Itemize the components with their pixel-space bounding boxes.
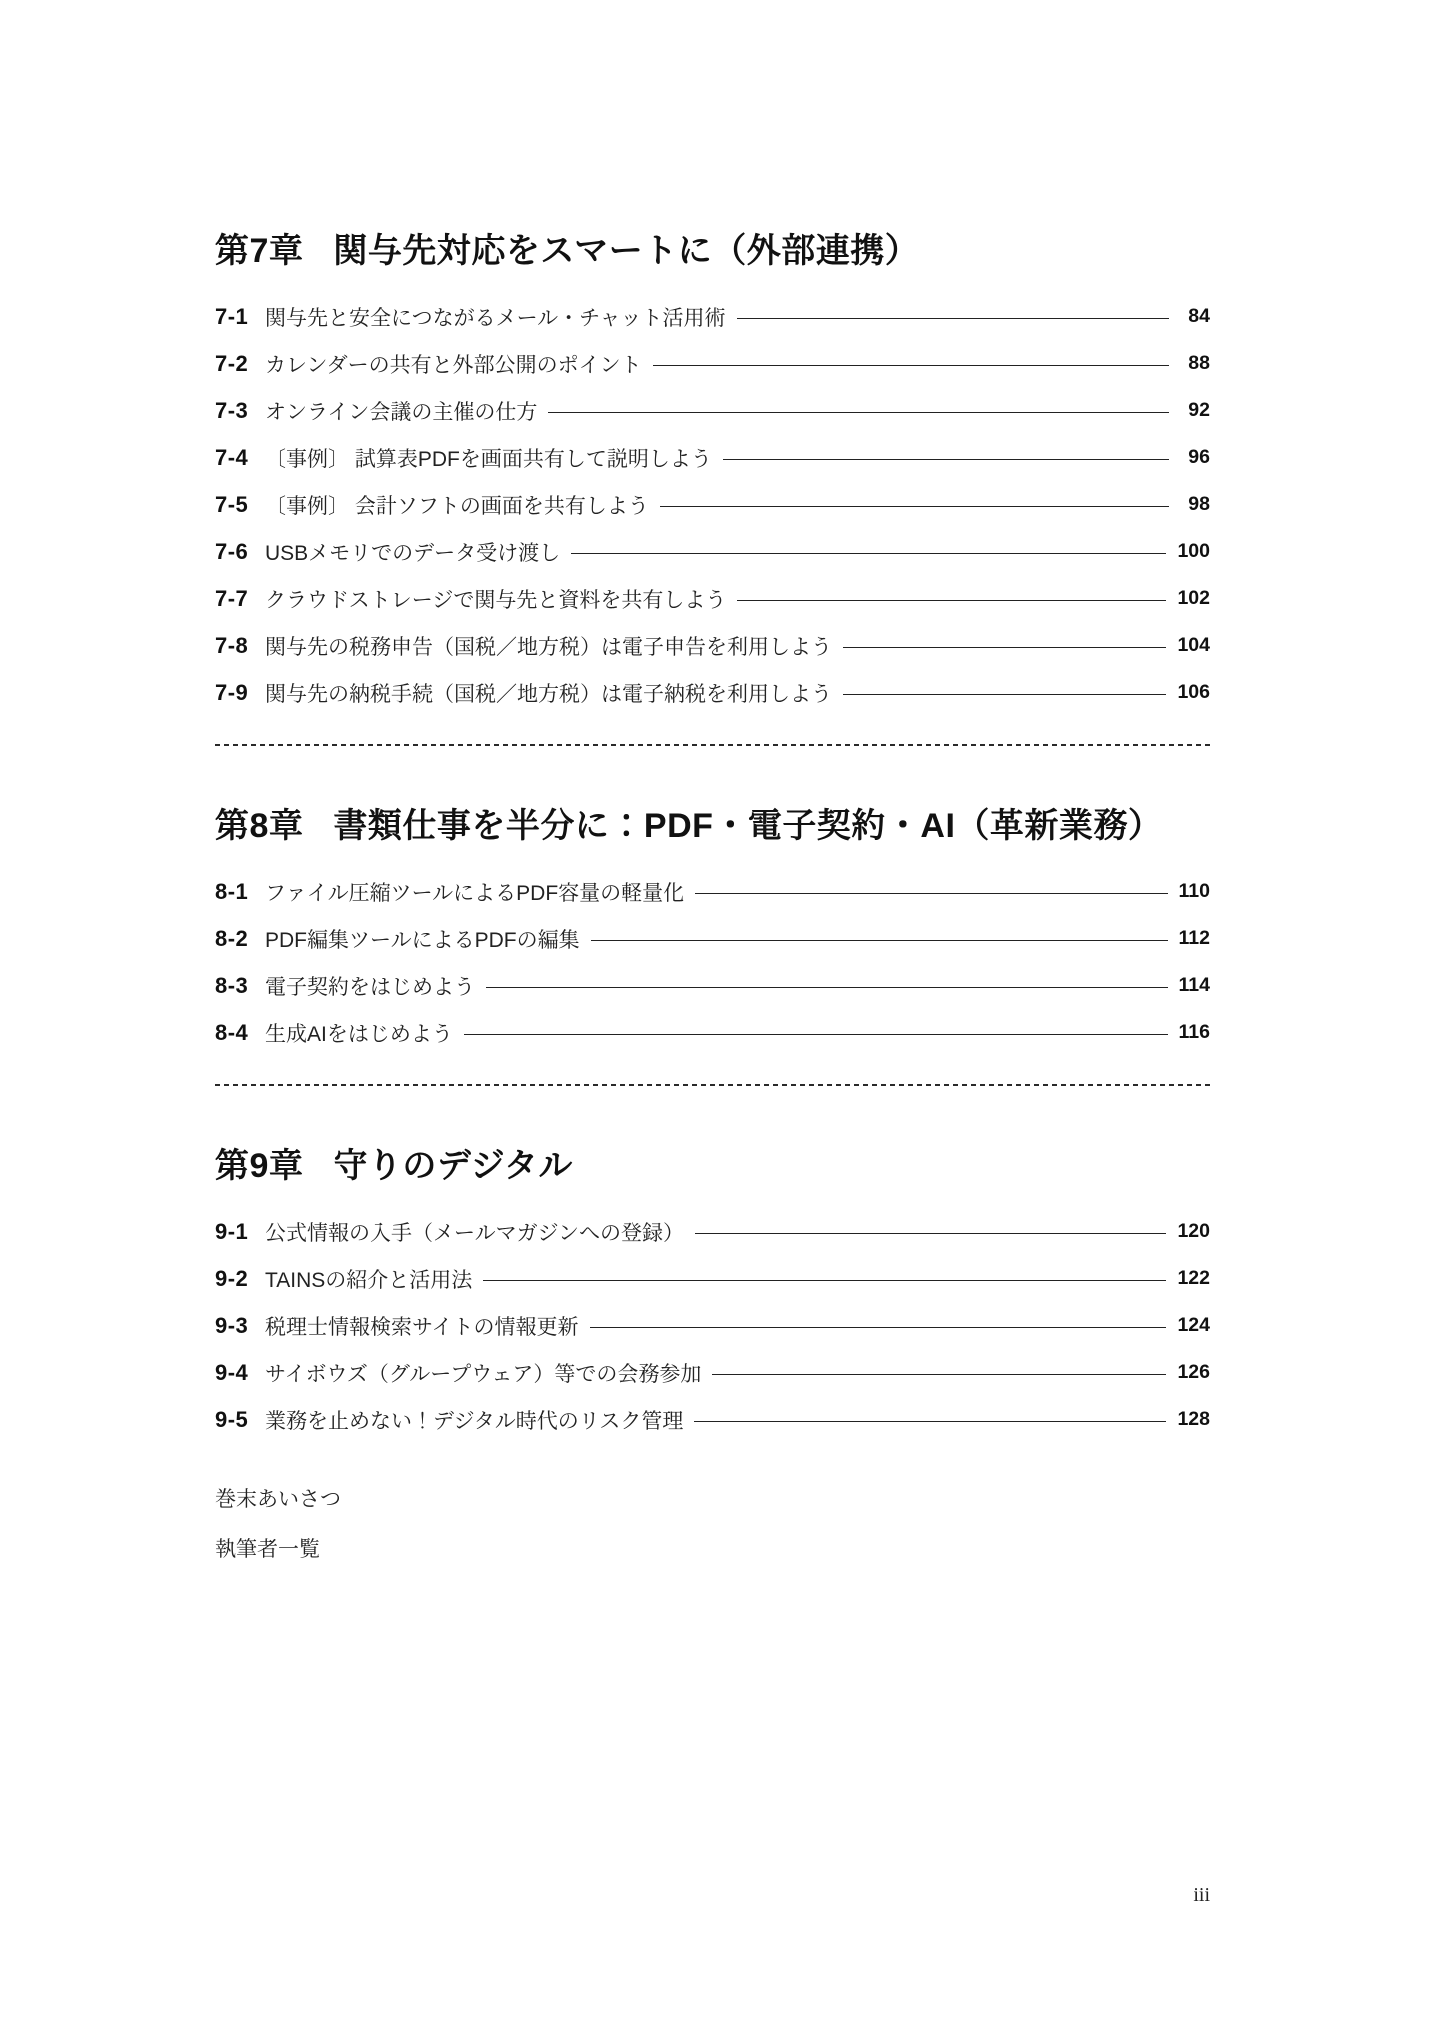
leader-line xyxy=(653,365,1169,366)
leader-line xyxy=(695,1233,1166,1234)
toc-entry-number: 7-9 xyxy=(215,679,249,705)
end-matter xyxy=(215,1473,1210,1573)
toc-entry-number: 9-1 xyxy=(215,1218,249,1244)
toc-entry-title: 業務を止めない！デジタル時代のリスク管理 xyxy=(265,1409,684,1433)
leader-line xyxy=(712,1374,1166,1375)
toc-entry-title: 〔事例〕 試算表PDFを画面共有して説明しよう xyxy=(265,447,712,471)
leader-line xyxy=(660,506,1169,507)
toc-list xyxy=(215,293,1210,716)
leader-line xyxy=(695,893,1167,894)
chapter-separator xyxy=(215,744,1210,746)
toc-entry-page-number: 124 xyxy=(1177,1314,1210,1336)
toc-entry-title: クラウドストレージで関与先と資料を共有しよう xyxy=(265,588,727,612)
toc-entry xyxy=(215,293,1210,340)
toc-entry-number: 8-2 xyxy=(215,925,249,951)
toc-entry-number: 9-4 xyxy=(215,1359,249,1385)
toc-entry xyxy=(215,868,1210,915)
leader-line xyxy=(737,318,1169,319)
toc-entry-number: 7-1 xyxy=(215,303,249,329)
toc-entry-page-number: 98 xyxy=(1188,493,1210,515)
toc-entry xyxy=(215,1349,1210,1396)
toc-entry-title: 生成AIをはじめよう xyxy=(265,1022,453,1046)
leader-line xyxy=(843,694,1166,695)
toc-entry xyxy=(215,1396,1210,1443)
toc-entry-title: ファイル圧縮ツールによるPDF容量の軽量化 xyxy=(265,881,685,905)
toc-entry-page-number: 116 xyxy=(1178,1021,1210,1043)
toc-entry xyxy=(215,915,1210,962)
toc-entry-title: 公式情報の入手（メールマガジンへの登録） xyxy=(265,1221,685,1245)
chapter-name: 書類仕事を半分に：PDF・電子契約・AI（革新業務） xyxy=(333,807,1163,845)
chapter-section xyxy=(215,808,1210,1056)
chapter-separator xyxy=(215,1084,1210,1086)
toc-entry xyxy=(215,387,1210,434)
toc-entry-title: 関与先と安全につながるメール・チャット活用術 xyxy=(265,306,726,330)
toc-entry-title: オンライン会議の主催の仕方 xyxy=(265,400,538,424)
toc-entry-page-number: 102 xyxy=(1177,587,1210,609)
toc-entry-page-number: 106 xyxy=(1177,681,1210,703)
toc-entry-number: 9-3 xyxy=(215,1312,249,1338)
toc-entry xyxy=(215,1208,1210,1255)
chapter-name: 関与先対応をスマートに（外部連携） xyxy=(333,232,920,270)
leader-line xyxy=(486,987,1168,988)
toc-entry xyxy=(215,434,1210,481)
toc-entry-number: 7-4 xyxy=(215,444,249,470)
toc-entry-page-number: 104 xyxy=(1177,634,1210,656)
toc-entry-number: 7-7 xyxy=(215,585,249,611)
leader-line xyxy=(590,1327,1167,1328)
toc-entry-number: 8-3 xyxy=(215,972,249,998)
leader-line xyxy=(464,1034,1168,1035)
leader-line xyxy=(694,1421,1166,1422)
end-matter-entry: 巻末あいさつ xyxy=(215,1488,341,1511)
toc-entry-title: 関与先の納税手続（国税／地方税）は電子納税を利用しよう xyxy=(265,682,832,706)
toc-entry-page-number: 112 xyxy=(1178,927,1210,949)
chapter-number-label: 第7章 xyxy=(215,232,304,270)
toc-entry xyxy=(215,528,1210,575)
toc-entry xyxy=(215,962,1210,1009)
toc-entry xyxy=(215,1009,1210,1056)
toc-entry-page-number: 96 xyxy=(1188,446,1210,468)
toc-entry xyxy=(215,1302,1210,1349)
leader-line xyxy=(843,647,1166,648)
chapter-title xyxy=(215,1148,1210,1184)
toc-entry-number: 8-4 xyxy=(215,1019,249,1045)
toc-entry-number: 9-2 xyxy=(215,1265,249,1291)
leader-line xyxy=(548,412,1169,413)
chapter-number-label: 第9章 xyxy=(215,1147,304,1185)
toc-entry-number: 8-1 xyxy=(215,878,249,904)
toc-entry-title: サイボウズ（グループウェア）等での会務参加 xyxy=(265,1362,702,1386)
toc-entry-page-number: 122 xyxy=(1177,1267,1210,1289)
chapter-name: 守りのデジタル xyxy=(333,1147,573,1185)
toc-entry xyxy=(215,1255,1210,1302)
chapter-title xyxy=(215,233,1210,269)
toc-entry-page-number: 128 xyxy=(1177,1408,1210,1430)
toc-entry-title: カレンダーの共有と外部公開のポイント xyxy=(265,353,642,377)
toc-entry-page-number: 120 xyxy=(1177,1220,1210,1242)
toc-entry-page-number: 100 xyxy=(1177,540,1210,562)
end-matter-entry: 執筆者一覧 xyxy=(215,1538,320,1561)
chapter-title xyxy=(215,808,1210,844)
toc-entry-number: 7-6 xyxy=(215,538,249,564)
toc-entry xyxy=(215,481,1210,528)
leader-line xyxy=(591,940,1168,941)
toc-entry xyxy=(215,622,1210,669)
toc-entry-title: USBメモリでのデータ受け渡し xyxy=(265,541,561,565)
toc-entry-title: 電子契約をはじめよう xyxy=(265,975,475,999)
toc-entry-title: 関与先の税務申告（国税／地方税）は電子申告を利用しよう xyxy=(265,635,832,659)
toc-entry xyxy=(215,575,1210,622)
toc-entry-title: 税理士情報検索サイトの情報更新 xyxy=(265,1315,579,1339)
toc-entry-page-number: 84 xyxy=(1188,305,1210,327)
leader-line xyxy=(723,459,1169,460)
chapter-number-label: 第8章 xyxy=(215,807,304,845)
toc-list xyxy=(215,1208,1210,1443)
toc-entry-title: PDF編集ツールによるPDFの編集 xyxy=(265,928,580,952)
toc-entry-number: 7-5 xyxy=(215,491,249,517)
leader-line xyxy=(483,1280,1166,1281)
toc-entry-number: 9-5 xyxy=(215,1406,249,1432)
toc-content xyxy=(215,0,1210,1573)
leader-line xyxy=(571,553,1166,554)
toc-entry-number: 7-2 xyxy=(215,350,249,376)
toc-entry-page-number: 126 xyxy=(1177,1361,1210,1383)
toc-entry xyxy=(215,669,1210,716)
toc-entry xyxy=(215,340,1210,387)
chapter-section xyxy=(215,233,1210,716)
toc-entry-number: 7-3 xyxy=(215,397,249,423)
toc-list xyxy=(215,868,1210,1056)
chapter-section xyxy=(215,1148,1210,1443)
toc-entry-page-number: 114 xyxy=(1178,974,1210,996)
toc-entry-page-number: 92 xyxy=(1188,399,1210,421)
toc-entry-number: 7-8 xyxy=(215,632,249,658)
toc-entry-title: TAINSの紹介と活用法 xyxy=(265,1268,473,1292)
leader-line xyxy=(737,600,1166,601)
toc-entry-page-number: 110 xyxy=(1178,880,1210,902)
toc-entry-title: 〔事例〕 会計ソフトの画面を共有しよう xyxy=(265,494,649,518)
toc-entry-page-number: 88 xyxy=(1188,352,1210,374)
page-number-footer: iii xyxy=(1193,1884,1210,1906)
